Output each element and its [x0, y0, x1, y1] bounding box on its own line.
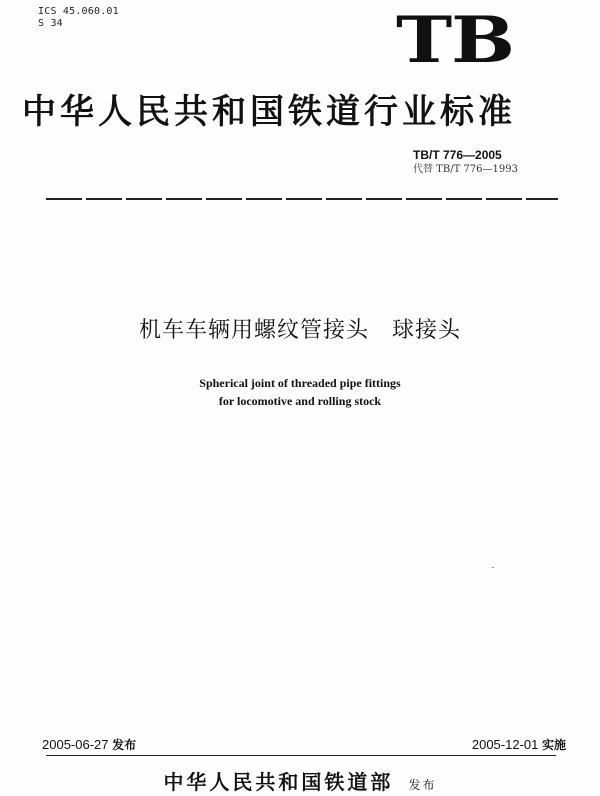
issuer-action: 发布 — [408, 778, 437, 792]
standard-code-block — [413, 147, 538, 177]
implementation-date: 2005-12-01 — [471, 737, 539, 752]
document-title-chinese: 机车车辆用螺纹管接头 球接头 — [138, 318, 461, 343]
implementation-date-block — [472, 736, 566, 754]
ics-code: ICS 45.060.01 — [38, 6, 119, 17]
header-divider — [46, 198, 558, 200]
standard-category-title: 中华人民共和国铁道行业标准 — [22, 92, 516, 132]
standard-number: TB/T 776—2005 — [413, 148, 502, 162]
classification-codes — [38, 6, 119, 30]
issue-date-block — [42, 736, 136, 754]
implementation-label: 实施 — [541, 738, 566, 752]
issue-date: 2005-06-27 — [42, 737, 109, 752]
footer-divider — [46, 755, 556, 756]
ccs-code: S 34 — [38, 18, 63, 29]
tb-logo: TB — [396, 3, 514, 78]
english-title-line-1: Spherical joint of threaded pipe fittings — [199, 376, 401, 390]
english-title-line-2: for locomotive and rolling stock — [218, 394, 382, 408]
issue-label: 发布 — [112, 738, 137, 752]
document-title-english — [0, 374, 600, 410]
scan-speck — [492, 567, 494, 568]
issuer-line — [0, 770, 600, 796]
issuer-name: 中华人民共和国铁道部 — [163, 770, 394, 794]
replaces-note: 代替 TB/T 776—1993 — [413, 164, 518, 175]
